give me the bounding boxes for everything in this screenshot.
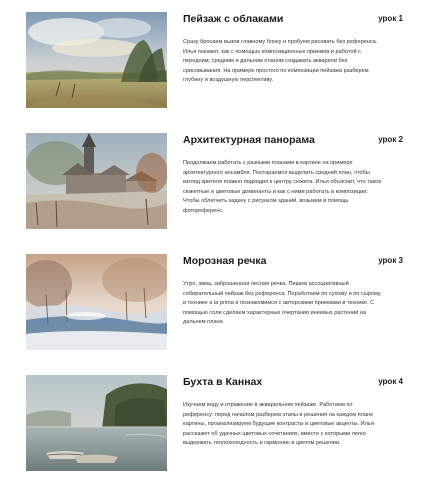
lesson-description-1: Сразу бросаем вызов главному блоку и пробуем рисовать без референса. Илья покажет, как с помощью композиционных приемов и работой с передним, средним и дальним планом создавать акварели без срисовывания. На примере простого по композиции пейзажа разберем глубину и воздушную перспективу. — [183, 39, 378, 84]
lesson-title-4: Бухта в Каннах — [183, 376, 263, 388]
lesson-item-1 — [0, 12, 426, 120]
lesson-thumbnail-1 — [26, 12, 167, 108]
lesson-description-3: Утро, зима, заброшенная лесная речка. Пишем ассоциативный собирательный пейзаж без референса. Поработаем по сухому и по сырому в технике a la prima и познакомимся с авторскими приемами в технике. С помощью соли сделаем характерные очертания инеевых растений на дальнем плане. — [183, 281, 381, 326]
lesson-thumbnail-4 — [26, 375, 167, 471]
lesson-item-2 — [0, 133, 426, 241]
lesson-title-2: Архитектурная панорама — [183, 134, 315, 146]
lesson-title-3: Морозная речка — [183, 255, 267, 267]
architecture-panorama-painting-icon — [26, 133, 167, 229]
cannes-bay-painting-icon — [26, 375, 167, 471]
lesson-item-4 — [0, 375, 426, 483]
lesson-number-3: урок 3 — [378, 256, 403, 265]
lesson-description-2: Продолжаем работать с разными планами в картине на примере архитектурного ансамбля. Постараемся выделить средний план, чтобы взгляд зрителя плавно подходил к центру сюжета. Илья объяснит, что такое сюжетные и цветовые доминанты и как с ними работать в композиции. Чтобы облегчить задачу с рисунком зданий, возьмем в помощь фотореференс. — [183, 160, 382, 214]
lesson-description-4: Изучаем воду и отражение в акварельном пейзаже. Работаем по референсу: перед началом разберем этапы и решения на каждом плане картины, проанализируем будущие контрасты и цветовые акценты. Илья расскажет об удачных цветовых сочетаниях, вместе с которыми легко выдержать теплохолодность и гармонию в цветом решении. — [183, 402, 374, 447]
landscape-clouds-painting-icon — [26, 12, 167, 108]
lesson-number-1: урок 1 — [378, 14, 403, 23]
lesson-title-1: Пейзаж с облаками — [183, 13, 284, 25]
lesson-number-4: урок 4 — [378, 377, 403, 386]
frosty-river-painting-icon — [26, 254, 167, 350]
lesson-thumbnail-2 — [26, 133, 167, 229]
lesson-item-3 — [0, 254, 426, 362]
lesson-thumbnail-3 — [26, 254, 167, 350]
lesson-number-2: урок 2 — [378, 135, 403, 144]
